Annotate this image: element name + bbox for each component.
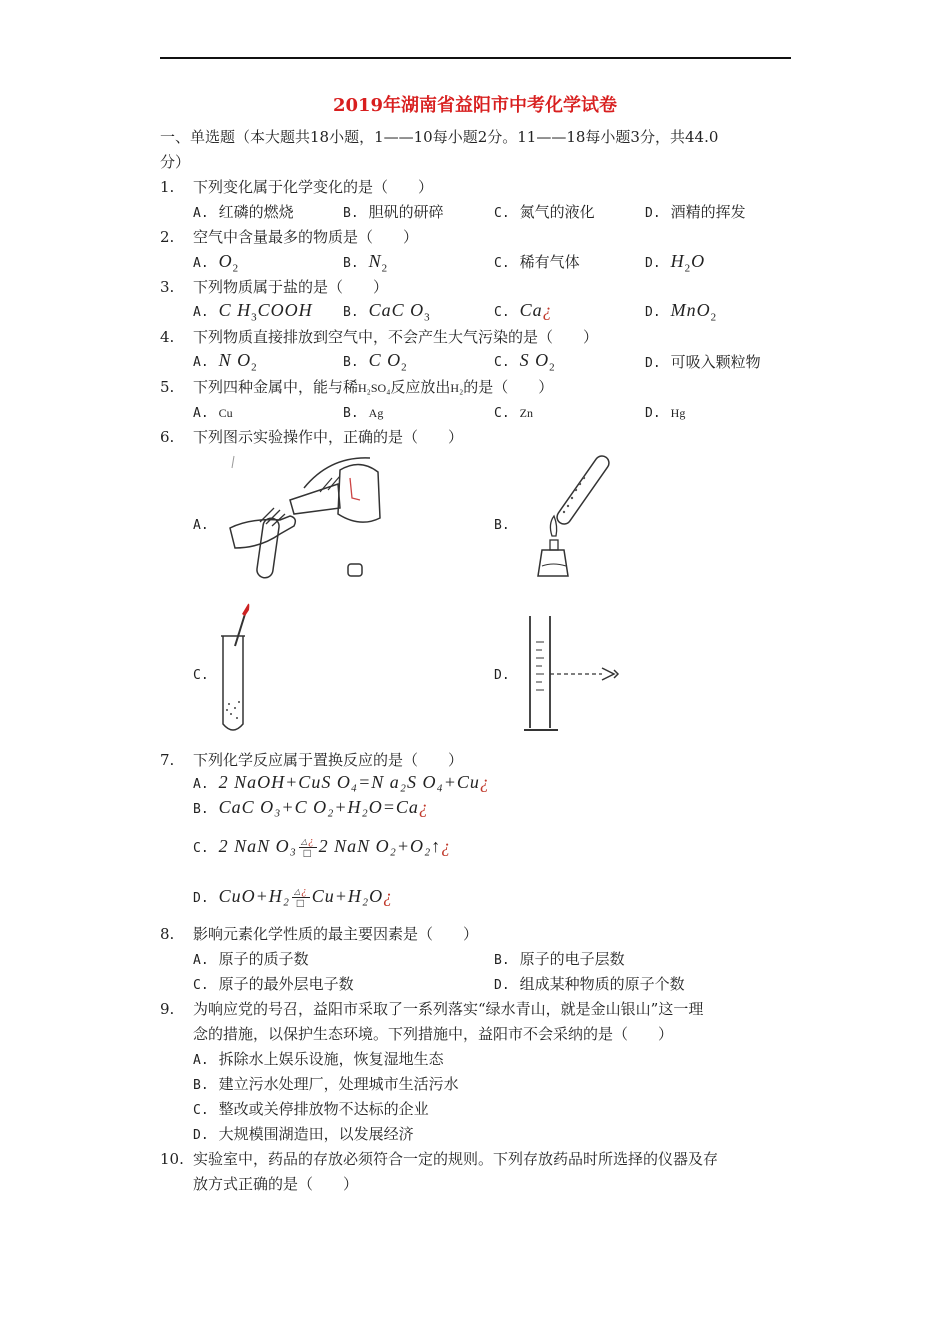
formula: CuO+H₂ $\frac{\triangle¿}{□}$ Cu+H₂O¿ (218, 885, 394, 911)
heating-test-tube-image (528, 450, 628, 585)
option-a[interactable]: A. $O_2$ (193, 251, 240, 275)
option-c[interactable]: C. Zn (494, 406, 533, 421)
reaction-condition: $\frac{\triangle¿}{□}$ (300, 835, 315, 861)
option-c[interactable]: C. 2 NaN O₃ $\frac{\triangle¿}{□}$ 2 NaN O₂+O₂↑¿ (193, 835, 452, 861)
option-a[interactable]: A. 拆除水上娱乐设施，恢复湿地生态 (193, 1050, 444, 1068)
formula: $O_2$ (218, 251, 240, 275)
option-c[interactable]: C. 氮气的液化 (494, 203, 595, 221)
dropper-test-tube-image (215, 600, 255, 740)
option-a[interactable]: A. C $H_3COOH$ (193, 300, 313, 324)
option-d[interactable]: D. 组成某种物质的原子个数 (494, 975, 685, 993)
option-d[interactable]: D. 大规模围湖造田，以发展经济 (193, 1125, 414, 1143)
measuring-cylinder-image (522, 612, 627, 736)
question-number: 6. (160, 428, 175, 446)
question-number: 5. (160, 378, 175, 396)
question-number: 4. (160, 328, 175, 346)
option-b[interactable]: B. C $O_2$ (343, 350, 408, 374)
question-text: 下列变化属于化学变化的是（ ） (193, 178, 434, 196)
option-c[interactable]: C. S $O_2$ (494, 350, 556, 374)
option-a[interactable]: A. Cu (193, 406, 233, 421)
option-d[interactable]: D. (494, 668, 510, 683)
option-d[interactable]: D. MnO$_2$ (645, 300, 718, 324)
option-b[interactable]: B. CaC O₃+C O₂+H₂O=Ca¿ (193, 797, 429, 817)
question-text: 下列图示实验操作中，正确的是（ ） (193, 428, 464, 446)
question-text: 下列物质属于盐的是（ ） (193, 278, 389, 296)
question-text: 下列物质直接排放到空气中，不会产生大气污染的是（ ） (193, 328, 599, 346)
option-d[interactable]: D. $H_2O$ (645, 251, 706, 275)
option-b[interactable]: B. Ag (343, 406, 384, 421)
option-d[interactable]: D. CuO+H₂ $\frac{\triangle¿}{□}$ Cu+H₂O¿ (193, 885, 394, 911)
option-c[interactable]: C. 原子的最外层电子数 (193, 975, 354, 993)
formula: MnO$_2$ (670, 300, 718, 324)
option-a[interactable]: A. 原子的质子数 (193, 950, 309, 968)
option-c[interactable]: C. 整改或关停排放物不达标的企业 (193, 1100, 429, 1118)
question-number: 1. (160, 178, 175, 196)
formula: C $O_2$ (368, 350, 408, 374)
question-number: 7. (160, 751, 175, 769)
formula: $N_2$ (368, 251, 389, 275)
option-d[interactable]: D. 可吸入颗粒物 (645, 353, 761, 371)
question-text-cont: 放方式正确的是（ ） (193, 1175, 359, 1193)
section-header-cont: 分） (160, 153, 191, 171)
formula: 2 NaOH+CuS O₄=N a₂S O₄+Cu¿ (218, 772, 490, 792)
option-b[interactable]: B. CaC $O_3$ (343, 300, 431, 324)
option-a[interactable]: A. (193, 518, 209, 533)
question-number: 8. (160, 925, 175, 943)
question-text: 为响应党的号召，益阳市采取了一系列落实“绿水青山，就是金山银山”这一理 (193, 1000, 704, 1018)
formula: C $H_3COOH$ (218, 300, 313, 324)
question-number: 10. (160, 1150, 184, 1168)
option-a[interactable]: A. 红磷的燃烧 (193, 203, 294, 221)
option-c[interactable]: C. (193, 668, 209, 683)
question-number: 3. (160, 278, 175, 296)
question-number: 2. (160, 228, 175, 246)
top-rule (160, 57, 791, 59)
option-b[interactable]: B. $N_2$ (343, 251, 389, 275)
formula: 2 NaN O₃ $\frac{\triangle¿}{□}$ 2 NaN O₂+O₂↑¿ (218, 835, 452, 861)
option-b[interactable]: B. 原子的电子层数 (494, 950, 625, 968)
formula: S $O_2$ (519, 350, 556, 374)
question-text: 影响元素化学性质的最主要因素是（ ） (193, 925, 479, 943)
formula: CaC O₃+C O₂+H₂O=Ca¿ (218, 797, 429, 817)
option-c[interactable]: C. 稀有气体 (494, 253, 580, 271)
pouring-liquid-image (220, 448, 390, 588)
option-a[interactable]: A. 2 NaOH+CuS O₄=N a₂S O₄+Cu¿ (193, 772, 490, 792)
formula: CaC $O_3$ (368, 300, 431, 324)
option-a[interactable]: A. N $O_2$ (193, 350, 258, 374)
question-text: 空气中含量最多的物质是（ ） (193, 228, 419, 246)
question-number: 9. (160, 1000, 175, 1018)
option-b[interactable]: B. (494, 518, 510, 533)
formula: Ca¿ (519, 300, 553, 320)
question-text: 实验室中，药品的存放必须符合一定的规则。下列存放药品时所选择的仪器及存 (193, 1150, 719, 1168)
section-header: 一、单选题（本大题共18小题，1——10每小题2分。11——18每小题3分，共44.0 (160, 128, 719, 146)
option-d[interactable]: D. Hg (645, 406, 686, 421)
reaction-condition: $\frac{\triangle¿}{□}$ (294, 885, 308, 911)
question-text: 下列四种金属中，能与稀H₂SO₄反应放出H₂的是（ ） (193, 378, 554, 396)
formula: N $O_2$ (218, 350, 258, 374)
question-text-cont: 念的措施，以保护生态环境。下列措施中，益阳市不会采纳的是（ ） (193, 1025, 674, 1043)
page-title: 2019年湖南省益阳市中考化学试卷 (332, 95, 618, 116)
option-d[interactable]: D. 酒精的挥发 (645, 203, 746, 221)
option-c[interactable]: C. Ca¿ (494, 300, 553, 320)
option-b[interactable]: B. 胆矾的研碎 (343, 203, 444, 221)
formula: $H_2O$ (670, 251, 706, 275)
question-text: 下列化学反应属于置换反应的是（ ） (193, 751, 464, 769)
option-b[interactable]: B. 建立污水处理厂，处理城市生活污水 (193, 1075, 459, 1093)
